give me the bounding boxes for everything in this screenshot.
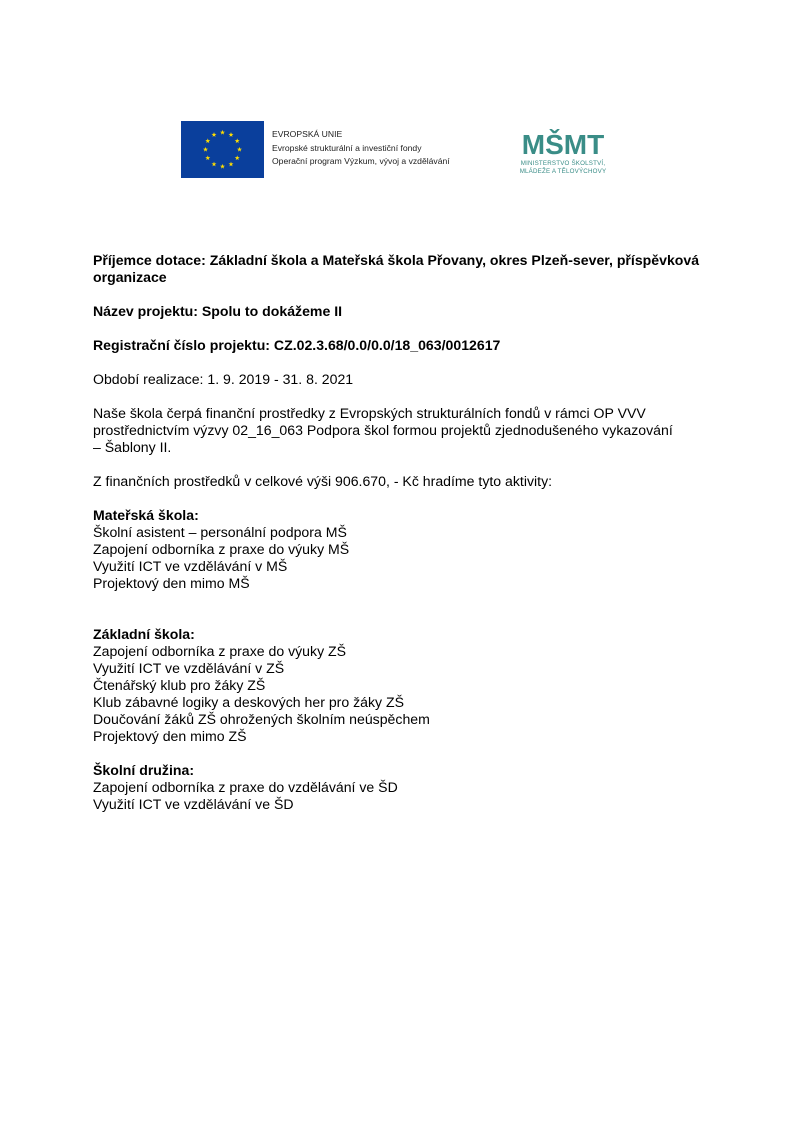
- recipient: Příjemce dotace: Základní škola a Mateřská škola Přovany, okres Plzeň-sever, příspěvková organizace: [93, 252, 700, 285]
- eu-star: [205, 138, 210, 143]
- msmt-line-1: MINISTERSTVO ŠKOLSTVÍ,: [520, 160, 606, 167]
- section-title-ms: Mateřská škola:: [93, 507, 199, 523]
- eu-star: [212, 162, 217, 167]
- intro-line-2: prostřednictvím výzvy 02_16_063 Podpora škol formou projektů zjednodušeného vykazování: [93, 422, 673, 438]
- msmt-mark-icon: [507, 122, 619, 158]
- section-title-zs: Základní škola:: [93, 626, 195, 642]
- list-item: Projektový den mimo MŠ: [93, 575, 250, 591]
- eu-text-block: [272, 128, 450, 169]
- eu-star: [229, 132, 234, 137]
- registration-number: Registrační číslo projektu: CZ.02.3.68/0.0/0.0/18_063/0012617: [93, 337, 501, 353]
- eu-star: [237, 147, 242, 152]
- eu-funds: Evropské strukturální a investiční fondy: [272, 142, 422, 153]
- list-item: Zapojení odborníka z praxe do výuky MŠ: [93, 541, 350, 557]
- msmt-logo-text: MŠMT: [521, 129, 605, 158]
- section-title-sd: Školní družina:: [93, 762, 195, 778]
- intro-line-3: – Šablony II.: [93, 439, 172, 455]
- eu-flag-logo: [181, 121, 264, 178]
- msmt-text: [507, 160, 619, 175]
- list-item: Zapojení odborníka z praxe do výuky ZŠ: [93, 643, 347, 659]
- list-item: Využití ICT ve vzdělávání v MŠ: [93, 558, 288, 574]
- list-item: Projektový den mimo ZŠ: [93, 728, 247, 744]
- eu-stars-icon: [181, 121, 264, 178]
- list-item: Využití ICT ve vzdělávání v ZŠ: [93, 660, 285, 676]
- eu-title: EVROPSKÁ UNIE: [272, 129, 343, 139]
- eu-star: [235, 155, 240, 160]
- eu-star: [220, 130, 225, 135]
- list-item: Klub zábavné logiky a deskových her pro žáky ZŠ: [93, 694, 405, 710]
- list-item: Čtenářský klub pro žáky ZŠ: [93, 677, 266, 693]
- eu-star: [205, 155, 210, 160]
- eu-star: [212, 132, 217, 137]
- list-item: Doučování žáků ZŠ ohrožených školním neúspěchem: [93, 711, 430, 727]
- list-item: Zapojení odborníka z praxe do vzdělávání ve ŠD: [93, 779, 398, 795]
- realization-period: Období realizace: 1. 9. 2019 - 31. 8. 2021: [93, 371, 354, 387]
- eu-programme: Operační program Výzkum, vývoj a vzdělávání: [272, 156, 450, 166]
- msmt-line-2: MLÁDEŽE A TĚLOVÝCHOVY: [519, 167, 607, 175]
- list-item: Využití ICT ve vzdělávání ve ŠD: [93, 796, 294, 812]
- document-body: [93, 252, 713, 813]
- eu-star: [203, 147, 208, 152]
- intro-line-1: Naše škola čerpá finanční prostředky z Evropských strukturálních fondů v rámci OP VVV: [93, 405, 646, 421]
- funding-statement: Z finančních prostředků v celkové výši 906.670, - Kč hradíme tyto aktivity:: [93, 473, 553, 489]
- msmt-logo: [507, 122, 619, 178]
- list-item: Školní asistent – personální podpora MŠ: [93, 524, 347, 540]
- logo-bar: [181, 118, 621, 178]
- eu-star: [229, 162, 234, 167]
- eu-star: [220, 164, 225, 169]
- eu-star: [235, 138, 240, 143]
- project-name: Název projektu: Spolu to dokážeme II: [93, 303, 343, 319]
